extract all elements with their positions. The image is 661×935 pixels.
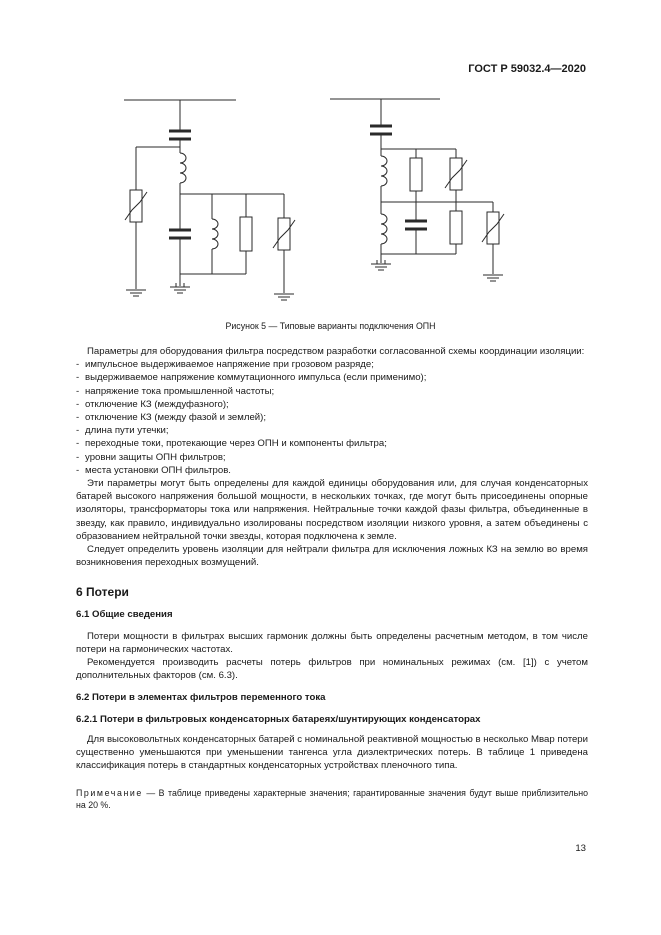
note-text: — В таблице приведены характерные значения; гарантированные значения будут выше приблизительно на 20 %.: [76, 787, 588, 811]
capacitor-symbol: [405, 221, 427, 229]
capacitor-symbol: [169, 131, 191, 139]
capacitor-symbol: [370, 126, 392, 134]
intro-paragraph: Параметры для оборудования фильтра посредством разработки согласованной схемы координации изоляции:: [87, 346, 585, 357]
document-body: [76, 345, 588, 812]
surge-arrester-symbol: [482, 212, 504, 244]
list-item: - переходные токи, протекающие через ОПН и компоненты фильтра;: [76, 438, 387, 450]
section-6-1-heading: 6.1 Общие сведения: [76, 608, 173, 620]
list-item: - импульсное выдерживаемое напряжение при грозовом разряде;: [76, 359, 374, 371]
note-label: Примечание: [76, 787, 143, 798]
note-paragraph: [76, 787, 588, 812]
reactor-symbol: [180, 153, 186, 183]
section-6-1-paragraph-1: Потери мощности в фильтрах высших гармоник должны быть определены расчетным методом, в том числе потери на гармонических частотах.: [76, 630, 588, 656]
resistor-symbol: [410, 158, 422, 191]
parameters-paragraph: Эти параметры могут быть определены для каждой единицы оборудования или, для случая конденсаторных батарей высокого напряжения большой мощности, в нескольких точках, где могут быть присоединены опорные изоляторы, трансформаторы тока или напряжения. Нейтральные точки каждой фазы фильтра, объединенные в звезду, как правило, индивидуально изолированы посредством изоляции низкого уровня, а затем объединены с образованием нейтральной точки звезды, которая подключена к земле.: [76, 478, 588, 542]
section-6-2-heading: 6.2 Потери в элементах фильтров переменного тока: [76, 691, 326, 703]
neutral-paragraph: Следует определить уровень изоляции для нейтрали фильтра для исключения ложных КЗ на землю во время возникновения переходных возмущений.: [76, 544, 588, 569]
reactor-symbol: [381, 214, 387, 244]
reactor-symbol: [212, 219, 218, 249]
list-item: - выдерживаемое напряжение коммутационного импульса (если применимо);: [76, 372, 427, 384]
section-6-heading: 6 Потери: [76, 585, 129, 600]
resistor-symbol: [240, 217, 252, 251]
left-circuit-diagram: [124, 100, 295, 300]
parameter-list: [76, 358, 588, 477]
ground-symbol: [483, 275, 503, 281]
surge-arrester-symbol: [125, 190, 147, 222]
list-item: - отключение КЗ (между фазой и землей);: [76, 412, 267, 424]
list-item: - уровни защиты ОПН фильтров;: [76, 451, 226, 463]
figure-caption: Рисунок 5 — Типовые варианты подключения ОПН: [225, 321, 436, 331]
list-item: - напряжение тока промышленной частоты;: [76, 385, 275, 397]
ground-symbol: [126, 290, 146, 296]
standard-designation: ГОСТ Р 59032.4—2020: [468, 63, 586, 75]
list-item: - длина пути утечки;: [76, 425, 169, 437]
ground-symbol: [274, 294, 294, 300]
list-item: - отключение КЗ (междуфазного);: [76, 398, 229, 410]
capacitor-symbol: [169, 230, 191, 238]
surge-arrester-symbol: [445, 158, 467, 190]
right-circuit-diagram: [330, 99, 504, 281]
resistor-symbol: [450, 211, 462, 244]
section-6-2-1-paragraph: Для высоковольтных конденсаторных батарей с номинальной реактивной мощностью в несколько Мвар потери существенно уменьшаются при уменьшении тангенса угла диэлектрических потерь. В таблице 1 приведена классификация потерь в стандартных конденсаторных устройствах пленочного типа.: [76, 734, 589, 772]
surge-arrester-symbol: [273, 218, 295, 250]
page-number: 13: [575, 843, 586, 854]
list-item: - места установки ОПН фильтров.: [76, 464, 231, 476]
section-6-1-paragraph-2: Рекомендуется производить расчеты потерь фильтров при номинальных режимах (см. [1]) с учетом дополнительных факторов (см. 6.3).: [76, 657, 588, 682]
reactor-symbol: [381, 156, 387, 186]
section-6-2-1-heading: 6.2.1 Потери в фильтровых конденсаторных батареях/шунтирующих конденсаторах: [76, 713, 481, 725]
arrester-connection-figure: [0, 0, 661, 320]
